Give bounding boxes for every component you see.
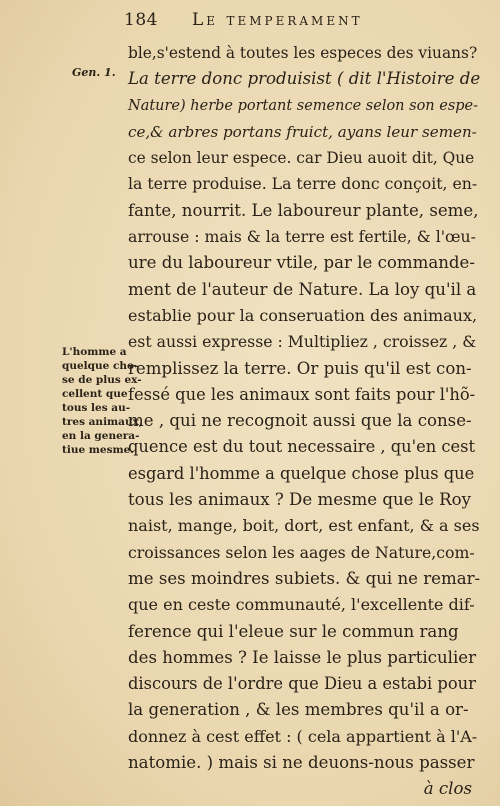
text-line: fessé que les animaux sont faits pour l'hõ- (128, 384, 476, 404)
text-line: arrouse : mais & la terre est fertile, & l'œu- (128, 227, 476, 247)
text-line: que en ceste communauté, l'excellente dif- (128, 595, 475, 615)
text-line: remplissez la terre. Or puis qu'il est con- (128, 358, 472, 378)
text-line: me ses moindres subiets. & qui ne remar- (128, 568, 481, 588)
side-note-line: tous les au- (62, 402, 131, 414)
text-line: des hommes ? Ie laisse le plus particulier (128, 647, 477, 667)
text-line: la generation , & les membres qu'il a or- (128, 700, 469, 720)
text-line: natomie. ) mais si ne deuons-nous passer (128, 753, 475, 773)
text-line: la terre produise. La terre donc conçoit, en- (128, 174, 478, 194)
text-line: ce,& arbres portans fruict, ayans leur semen- (128, 122, 477, 141)
text-line: donnez à cest effet : ( cela appartient à l'A- (128, 726, 478, 746)
text-line: est aussi expresse : Multipliez , croissez , & (128, 332, 477, 352)
margin-side-note (62, 345, 143, 457)
page-number: 184 (124, 10, 158, 30)
catchword: à clos (423, 779, 472, 799)
side-note-line: cellent que (62, 388, 128, 400)
text-line: ce selon leur espece. car Dieu auoit dit, Que (128, 149, 475, 168)
text-line: me , qui ne recognoit aussi que la conse- (128, 411, 472, 431)
text-line: fante, nourrit. Le laboureur plante, seme, (128, 200, 479, 220)
side-note-line: L'homme a (62, 346, 127, 358)
text-line: La terre donc produisist ( dit l'Histoire de (128, 69, 481, 89)
text-line: naist, mange, boit, dort, est enfant, & a ses (128, 516, 480, 536)
text-line: esgard l'homme a quelque chose plus que (128, 463, 475, 483)
text-line: discours de l'ordre que Dieu a estabi pour (128, 674, 476, 694)
text-line: quence est du tout necessaire , qu'en cest (128, 437, 476, 457)
running-title: Le temperament (192, 10, 363, 30)
text-line: ble,s'estend à toutes les especes des viuans? (128, 44, 478, 62)
margin-reference: Gen. 1. (72, 66, 116, 79)
text-line: ference qui l'eleue sur le commun rang (128, 621, 459, 641)
page-header (120, 6, 490, 34)
text-line: Nature) herbe portant semence selon son espe- (128, 97, 479, 114)
text-line: ure du laboureur vtile, par le commande- (128, 253, 475, 273)
text-line: establie pour la conseruation des animaux, (128, 305, 478, 325)
side-note-line: se de plus ex- (62, 374, 142, 386)
body-text (128, 40, 480, 803)
side-note-line: tiue mesme. (62, 444, 134, 456)
text-line: croissances selon les aages de Nature,com- (128, 542, 475, 562)
side-note-line: tres animaux, (62, 416, 143, 428)
text-line: tous les animaux ? De mesme que le Roy (128, 490, 472, 510)
text-line: ment de l'auteur de Nature. La loy qu'il a (128, 279, 477, 299)
side-note-line: en la genera- (62, 430, 140, 442)
side-note-line: quelque cho- (62, 360, 139, 372)
